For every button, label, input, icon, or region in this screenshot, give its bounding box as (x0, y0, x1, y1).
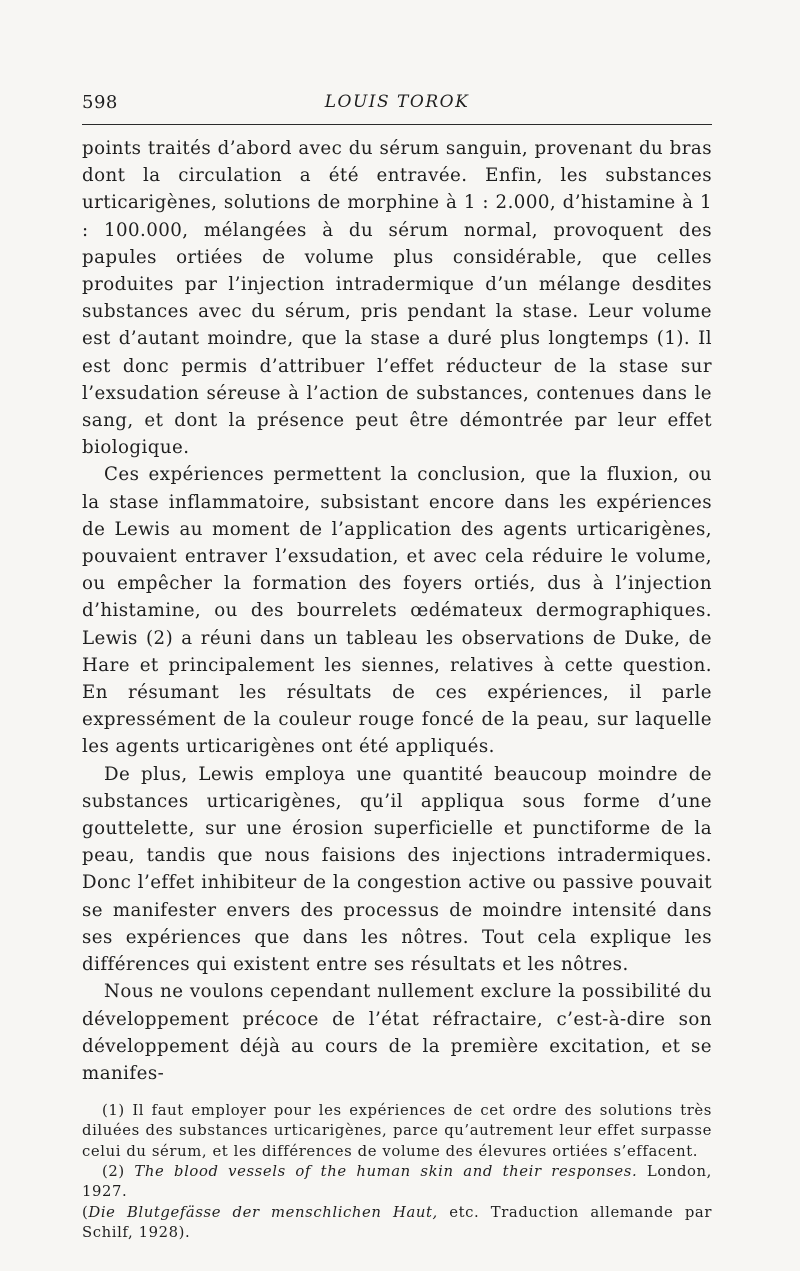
main-text (82, 135, 712, 1087)
footnote-2-german-title: Die Blutgefässe der menschlichen Haut, (88, 1203, 438, 1221)
footnotes (82, 1101, 712, 1243)
footnote-2-title: The blood vessels of the human skin and their responses. (134, 1163, 638, 1180)
footnote-2-tail: etc. Traduction allemande par Schilf, 1928). (82, 1203, 712, 1241)
page-number: 598 (82, 92, 118, 113)
footnote-2-marker: (2) (102, 1163, 135, 1180)
footnote-1: (1) Il faut employer pour les expériences de cet ordre des solutions très diluées des substances urticarigènes, parce qu’autrement leur effet surpasse celui du sérum, et les différences de volume des élevures ortiées s’effacent. (82, 1102, 712, 1160)
footnote-2 (82, 1162, 712, 1203)
footnote-2-rest: London, 1927. (82, 1163, 712, 1201)
paragraph-1: points traités d’abord avec du sérum sanguin, provenant du bras dont la circulation a été entravée. Enfin, les substances urticarigènes, solutions de morphine à 1 : 2.000, d’histamine à 1 : 100.000, mélangées à du sérum normal, provoquent des papules ortiées de volume plus considérable, que celles produites par l’injection intradermique d’un mélange desdites substances avec du sérum, pris pendant la stase. Leur volume est d’autant moindre, que la stase a duré plus longtemps (1). Il est donc permis d’attribuer l’effet réducteur de la stase sur l’exsudation séreuse à l’action de substances, contenues dans le sang, et dont la présence peut être démontrée par leur effet biologique. (82, 138, 712, 459)
paragraph-3: De plus, Lewis employa une quantité beaucoup moindre de substances urticarigènes, qu’il appliqua sous forme d’une gouttelette, sur une érosion superficielle et punctiforme de la peau, tandis que nous faisions des injections intradermiques. Donc l’effet inhibiteur de la congestion active ou passive pouvait se manifester envers des processus de moindre intensité dans ses expériences que dans les nôtres. Tout cela explique les différences qui existent entre ses résultats et les nôtres. (82, 763, 712, 976)
footnote-2-paren: ( (82, 1203, 89, 1221)
page-header (82, 92, 712, 124)
footnote-2-continuation (82, 1203, 712, 1244)
book-page (82, 92, 712, 1243)
header-rule (82, 124, 712, 125)
paragraph-2: Ces expériences permettent la conclusion, que la fluxion, ou la stase inflammatoire, subsistant encore dans les expériences de Lewis au moment de l’application des agents urticarigènes, pouvaient entraver l’exsudation, et avec cela réduire le volume, ou empêcher la formation des foyers ortiés, dus à l’injection d’histamine, ou des bourrelets œdémateux dermographiques. Lewis (2) a réuni dans un tableau les observations de Duke, de Hare et principalement les siennes, relatives à cette question. En résumant les résultats de ces expériences, il parle expressément de la couleur rouge foncé de la peau, sur laquelle les agents urticarigènes ont été appliqués. (82, 464, 712, 758)
running-title: LOUIS TOROK (324, 92, 470, 112)
paragraph-4: Nous ne voulons cependant nullement exclure la possibilité du développement précoce de l’état réfractaire, c’est-à-dire son développement déjà au cours de la première excitation, et se manifes- (82, 981, 712, 1084)
